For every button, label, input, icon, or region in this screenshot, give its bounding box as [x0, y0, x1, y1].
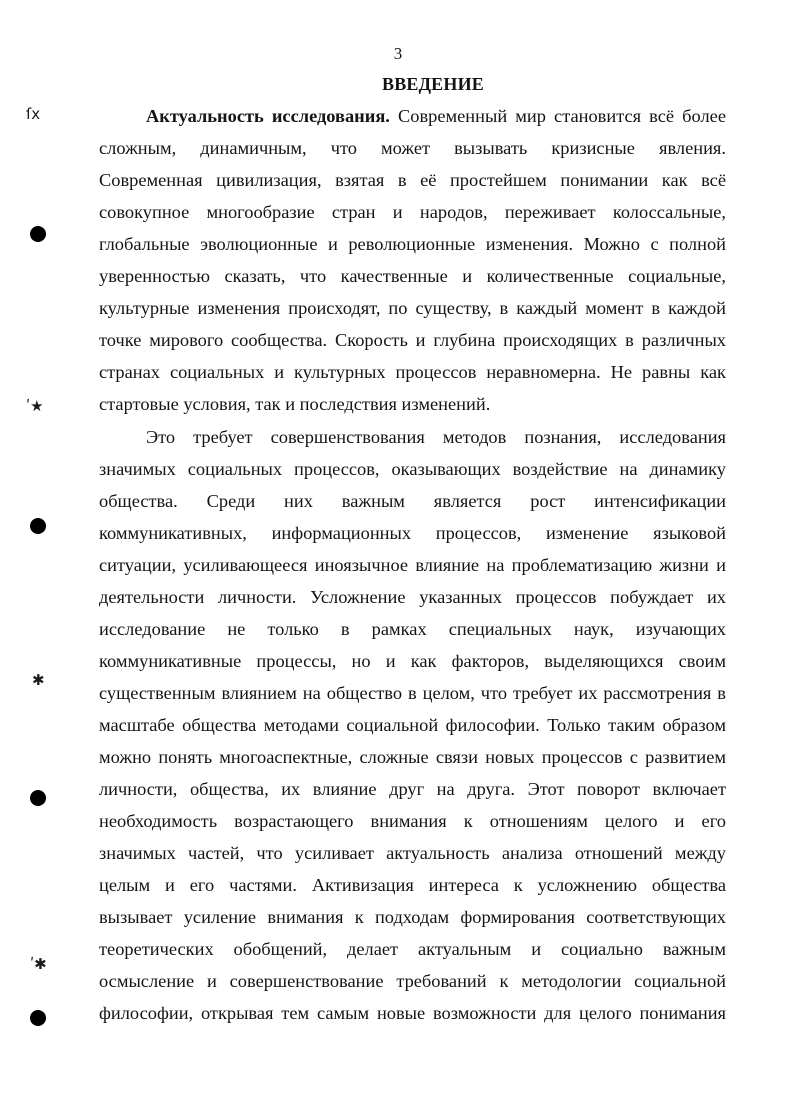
paragraph-2-line-1: Это требует совершенствования методов познания, исследования [146, 427, 726, 447]
paragraph-1-line-4: совокупное многообразие стран и народов, переживает колоссальные, [99, 202, 726, 222]
paragraph-2-line-9: существенным влиянием на общество в целом, что требует их рассмотрения в [99, 683, 726, 703]
paragraph-1-line-1 [146, 104, 726, 128]
paragraph-1-line-7: культурные изменения происходят, по существу, в каждый момент в каждой [99, 298, 726, 318]
paragraph-2-line-17: теоретических обобщений, делает актуальным и социально важным [99, 939, 726, 959]
margin-mark-4: ʹ✱ [30, 955, 47, 973]
punch-hole-dot-3 [30, 790, 46, 806]
paragraph-2-line-3: общества. Среди них важным является рост интенсификации [99, 491, 726, 511]
paragraph-2-line-7: исследование не только в рамках специальных наук, изучающих [99, 619, 726, 639]
page-heading: ВВЕДЕНИЕ [381, 74, 484, 94]
margin-mark-2: ʹ★ [26, 397, 44, 415]
paragraph-1-line-3: Современная цивилизация, взятая в её простейшем понимании как всё [99, 170, 726, 190]
paragraph-1-line-9: странах социальных и культурных процессов неравномерна. Не равны как [99, 362, 726, 382]
paragraph-2-line-14: значимых частей, что усиливает актуальность анализа отношений между [99, 843, 726, 863]
punch-hole-dot-1 [30, 226, 46, 242]
page-number: 3 [393, 44, 403, 63]
paragraph-1-line-1-text: Современный мир становится всё более [389, 106, 726, 126]
paragraph-2-line-12: личности, общества, их влияние друг на друга. Этот поворот включает [99, 779, 726, 799]
margin-mark-3: ✱ [32, 671, 45, 689]
paragraph-1-line-10: стартовые условия, так и последствия изменений. [99, 394, 491, 414]
paragraph-2-line-2: значимых социальных процессов, оказывающих воздействие на динамику [99, 459, 726, 479]
paragraph-2-line-8: коммуникативные процессы, но и как факторов, выделяющихся своим [99, 651, 726, 671]
paragraph-2-line-11: можно понять многоаспектные, сложные связи новых процессов с развитием [99, 747, 726, 767]
punch-hole-dot-2 [30, 518, 46, 534]
paragraph-2-line-19: философии, открывая тем самым новые возможности для целого понимания [99, 1003, 726, 1023]
paragraph-2-line-5: ситуации, усиливающееся иноязычное влияние на проблематизацию жизни и [99, 555, 726, 575]
margin-mark-1: ſx [26, 105, 41, 123]
paragraph-1-line-8: точке мирового сообщества. Скорость и глубина происходящих в различных [99, 330, 726, 350]
paragraph-2-line-10: масштабе общества методами социальной философии. Только таким образом [99, 715, 726, 735]
paragraph-1-line-6: уверенностью сказать, что качественные и количественные социальные, [99, 266, 726, 286]
paragraph-2-line-18: осмысление и совершенствование требований к методологии социальной [99, 971, 726, 991]
punch-hole-dot-4 [30, 1010, 46, 1026]
paragraph-1-line-5: глобальные эволюционные и революционные изменения. Можно с полной [99, 234, 726, 254]
paragraph-1-line-2: сложным, динамичным, что может вызывать кризисные явления. [99, 138, 726, 158]
paragraph-2-line-15: целым и его частями. Активизация интереса к усложнению общества [99, 875, 726, 895]
paragraph-2-line-4: коммуникативных, информационных процессов, изменение языковой [99, 523, 726, 543]
paragraph-2-line-13: необходимость возрастающего внимания к отношениям целого и его [99, 811, 726, 831]
lead-bold-text: Актуальность исследования. [146, 106, 390, 126]
paragraph-2-line-16: вызывает усиление внимания к подходам формирования соответствующих [99, 907, 726, 927]
paragraph-2-line-6: деятельности личности. Усложнение указанных процессов побуждает их [99, 587, 726, 607]
